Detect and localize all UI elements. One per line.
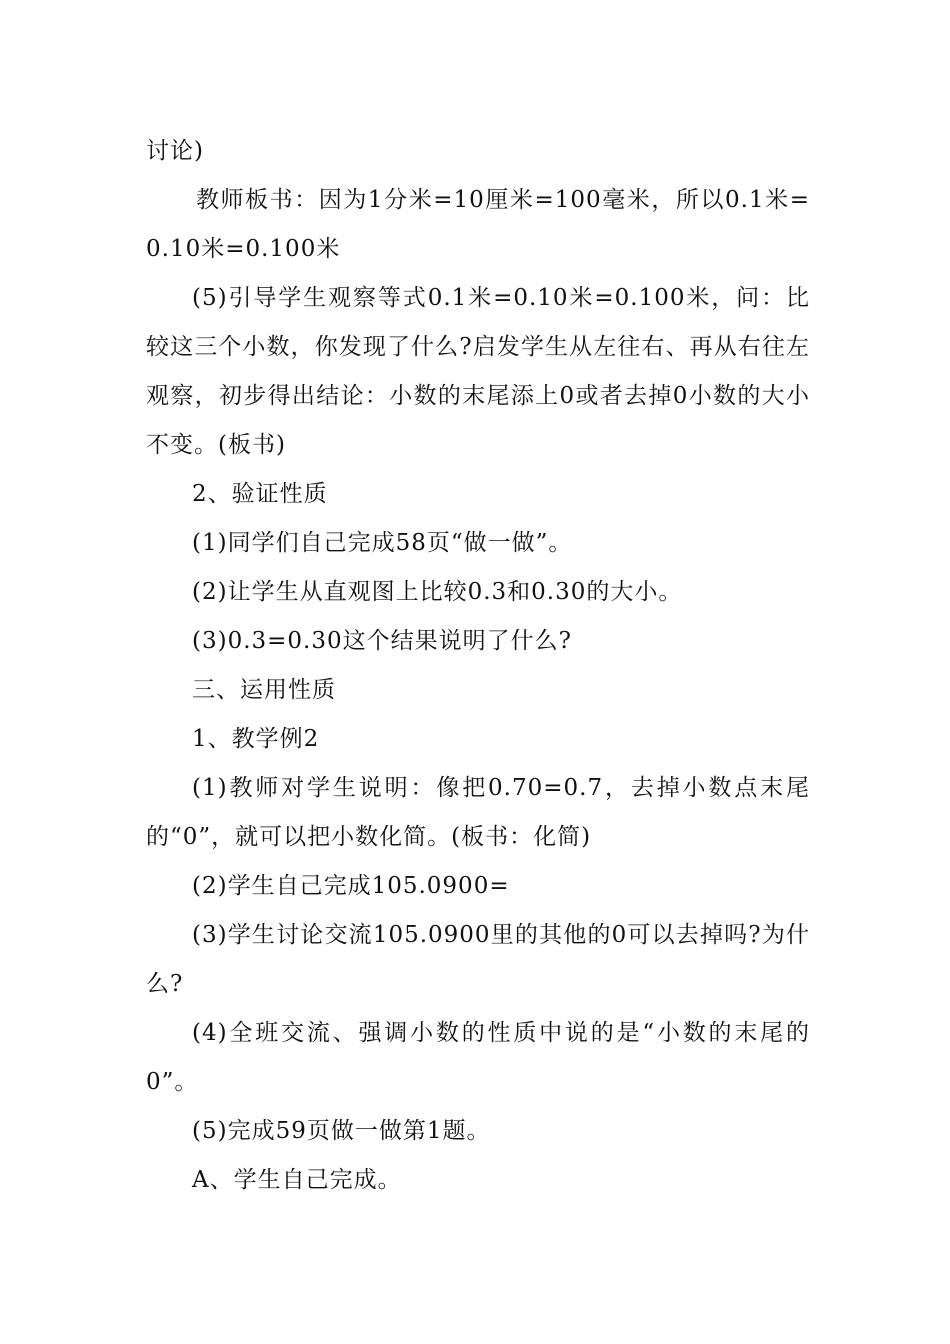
paragraph-example-5: (5)完成59页做一做第1题。 (192, 1118, 491, 1144)
paragraph-verify-3: (3)0.3=0.30这个结果说明了什么? (192, 628, 572, 654)
paragraph-discussion-end: 讨论) (146, 138, 204, 164)
paragraph-step-5-observe: (5)引导学生观察等式0.1米=0.10米=0.100米，问：比较这三个小数，你发现了什么?启发学生从左往右、再从右往左观察，初步得出结论：小数的末尾添上0或者去掉0小数的大小不变。(板书) (146, 285, 810, 458)
paragraph-example-3: (3)学生讨论交流105.0900里的其他的0可以去掉吗?为什么? (146, 922, 810, 997)
paragraph-example-2: (2)学生自己完成105.0900= (192, 873, 510, 899)
paragraph-example-a: A、学生自己完成。 (192, 1167, 402, 1193)
heading-verify-property: 2、验证性质 (192, 481, 328, 507)
heading-example-2: 1、教学例2 (192, 726, 320, 752)
heading-apply-property: 三、运用性质 (192, 677, 336, 703)
paragraph-example-1: (1)教师对学生说明：像把0.70=0.7，去掉小数点末尾的“0”，就可以把小数化简。(板书：化简) (146, 775, 810, 850)
paragraph-example-4: (4)全班交流、强调小数的性质中说的是“小数的末尾的0”。 (146, 1020, 810, 1095)
paragraph-verify-1: (1)同学们自己完成58页“做一做”。 (192, 530, 573, 556)
document-body (146, 127, 810, 1205)
paragraph-verify-2: (2)让学生从直观图上比较0.3和0.30的大小。 (192, 579, 683, 605)
paragraph-teacher-board: 教师板书：因为1分米=10厘米=100毫米，所以0.1米=0.10米=0.100米 (146, 187, 810, 262)
